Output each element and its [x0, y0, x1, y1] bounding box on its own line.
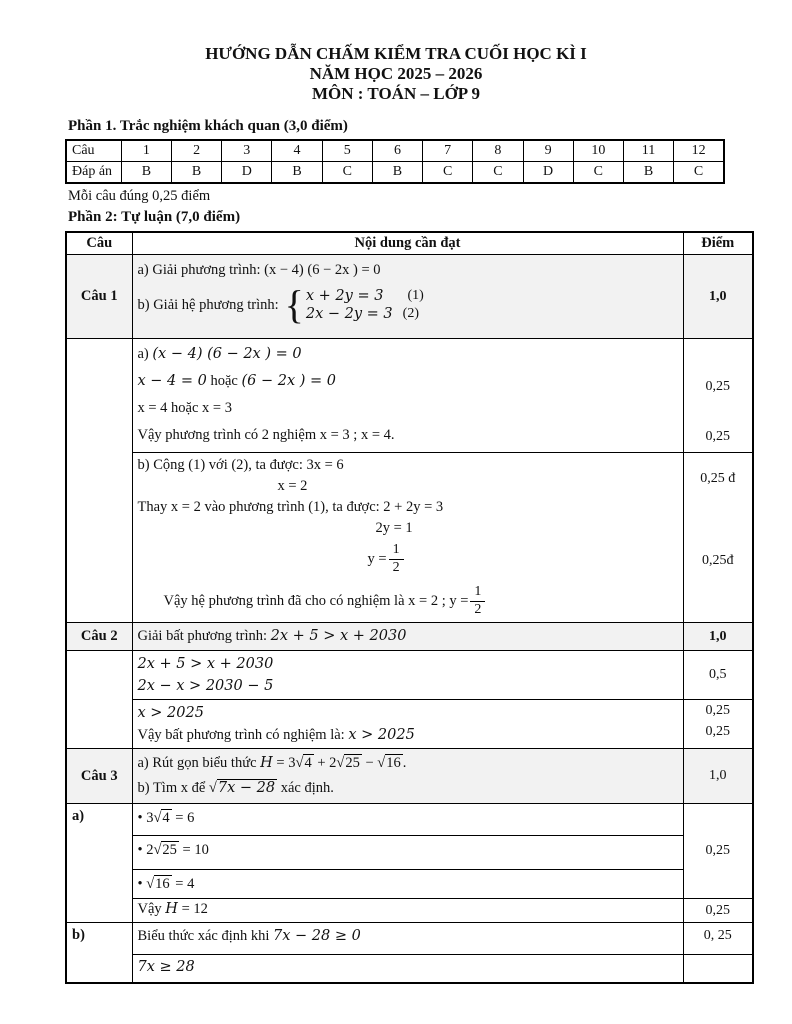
cau2-solution2: x > 2025 Vậy bất phương trình có nghiệm là: x > 2025 — [132, 700, 683, 749]
question-cell: 10 — [573, 140, 623, 162]
cau3a-bullet2: • 2√25 = 10 — [132, 836, 683, 870]
sqrt-7x-28: √7x − 28 — [208, 780, 276, 796]
part2-heading: Phần 2: Tự luận (7,0 điểm) — [68, 209, 241, 225]
question-cell: 11 — [623, 140, 673, 162]
col-header-cau: Câu — [66, 232, 132, 255]
sqrt-25: √25 — [153, 842, 177, 858]
cau1-stmt-a: a) Giải phương trình: (x − 4) (6 − 2x ) = 0 — [137, 262, 381, 278]
answer-cell: C — [573, 162, 623, 184]
cau1-stmt-b: b) Giải hệ phương trình: { x + 2y = 3 (1) 2x − 2y = 3 (2) — [137, 282, 424, 327]
cau2-solution1-row — [66, 651, 753, 700]
cau3b-line2-row — [66, 955, 753, 983]
title-line-2: NĂM HỌC 2025 – 2026 — [309, 64, 483, 83]
answer-cell: C — [674, 162, 724, 184]
question-cell: 7 — [423, 140, 473, 162]
cau3b-label: b) — [66, 923, 132, 983]
sqrt-4: √4 — [153, 810, 170, 826]
part1-heading: Phần 1. Trắc nghiệm khách quan (3,0 điểm) — [68, 118, 348, 134]
essay-rubric-table — [65, 231, 754, 984]
cau2-statement: Giải bất phương trình: 2x + 5 > x + 2030 — [132, 623, 683, 651]
cau3a-bullet2-row — [66, 836, 753, 870]
answer-cell: C — [473, 162, 523, 184]
question-cell: 6 — [372, 140, 422, 162]
fraction-one-half: $\frac{1}{2}$ — [470, 585, 485, 617]
answer-cell: B — [272, 162, 322, 184]
system-brace: { — [284, 282, 304, 327]
cau2-solution1: 2x + 5 > x + 2030 2x − x > 2030 − 5 — [132, 651, 683, 700]
question-cell: 9 — [523, 140, 573, 162]
cau3a-bullet3-row — [66, 870, 753, 899]
title-line-1: HƯỚNG DẪN CHẤM KIỂM TRA CUỐI HỌC KÌ I — [205, 44, 587, 63]
title-line-3: MÔN : TOÁN – LỚP 9 — [312, 84, 480, 103]
question-cell: 8 — [473, 140, 523, 162]
answer-row — [66, 162, 724, 184]
cau1-solution-b-scores: 0,25 đ 0,25đ — [683, 453, 753, 623]
cau3a-conclusion-row — [66, 899, 753, 923]
cau2-statement-row — [66, 623, 753, 651]
cau2-solution1-score: 0,5 — [683, 651, 753, 700]
cau3-statement-row — [66, 749, 753, 804]
cau2-score: 1,0 — [683, 623, 753, 651]
cau3-label: Câu 3 — [66, 749, 132, 804]
cau3a-conclusion-score: 0,25 — [683, 899, 753, 923]
cau3a-label: a) — [66, 804, 132, 923]
sqrt-4: √4 — [295, 755, 312, 771]
document-title-block — [0, 0, 792, 104]
cau1-label: Câu 1 — [66, 255, 132, 339]
cau2-solution2-row — [66, 700, 753, 749]
answer-cell: B — [171, 162, 221, 184]
cau3-statement: a) Rút gọn biểu thức H = 3√4 + 2√25 − √16 . b) Tìm x để √7x − 28 xác định. — [132, 749, 683, 804]
answer-cell: D — [222, 162, 272, 184]
question-number-row — [66, 140, 724, 162]
y-equals-fraction: y = $\frac{1}{2}$ — [368, 543, 678, 575]
question-cell: 1 — [121, 140, 171, 162]
sqrt-25: √25 — [336, 755, 360, 771]
question-cell: 5 — [322, 140, 372, 162]
question-cell: 3 — [222, 140, 272, 162]
cau1-conclusion: Vậy hệ phương trình đã cho có nghiệm là x = 2 ; y = $\frac{1}{2}$ — [164, 585, 678, 617]
sqrt-16: √16 — [146, 876, 170, 892]
answer-cell: C — [322, 162, 372, 184]
question-cell: 12 — [674, 140, 724, 162]
cau1-score: 1,0 — [683, 255, 753, 339]
question-cell: 4 — [272, 140, 322, 162]
cau3a-bullets-score: 0,25 — [683, 804, 753, 899]
empty-score-cell — [683, 955, 753, 983]
cau2-label: Câu 2 — [66, 623, 132, 651]
col-header-content: Nội dung cần đạt — [132, 232, 683, 255]
cau1-solution-a: a) (x − 4) (6 − 2x ) = 0 x − 4 = 0 hoặc (6 − 2x ) = 0 x = 4 hoặc x = 3 Vậy phương trình có 2 nghiệm x = 3 ; x = 4. — [132, 339, 683, 453]
cau1-solution-b: b) Cộng (1) với (2), ta được: 3x = 6 x = 2 Thay x = 2 vào phương trình (1), ta được: 2 + 2y = 3 2y = 1 y = $\frac{1}{2}$ Vậy hệ phương trình đã cho có nghiệm là x = 2 ; y = $\frac{1}{2}$ — [132, 453, 683, 623]
cau1-solution-a-scores: 0,25 0,25 — [683, 339, 753, 453]
cau1-statement-row — [66, 255, 753, 339]
cau3b-line1-row — [66, 923, 753, 955]
cau2-solution2-scores: 0,25 0,25 — [683, 700, 753, 749]
cau1-solution-b-row — [66, 453, 753, 623]
cau3a-conclusion: Vậy H = 12 — [132, 899, 683, 923]
cau3a-bullet3: • √16 = 4 — [132, 870, 683, 899]
answer-cell: D — [523, 162, 573, 184]
equation-system: { x + 2y = 3 (1) 2x − 2y = 3 (2) — [284, 282, 424, 327]
question-cell: 2 — [171, 140, 221, 162]
answer-cell: C — [423, 162, 473, 184]
cau1-statement — [132, 255, 683, 339]
row-label-cau: Câu — [66, 140, 121, 162]
row-label-dapan: Đáp án — [66, 162, 121, 184]
cau3a-bullet1: • 3√4 = 6 — [132, 804, 683, 836]
answer-cell: B — [372, 162, 422, 184]
cau3-score: 1,0 — [683, 749, 753, 804]
rubric-header-row — [66, 232, 753, 255]
answer-cell: B — [623, 162, 673, 184]
empty-cau-cell — [66, 651, 132, 749]
cau3b-line1: Biểu thức xác định khi 7x − 28 ≥ 0 — [132, 923, 683, 955]
cau1-solution-a-row — [66, 339, 753, 453]
answer-key-table — [65, 139, 725, 184]
cau3b-line1-score: 0, 25 — [683, 923, 753, 955]
fraction-one-half: $\frac{1}{2}$ — [389, 543, 404, 575]
cau3a-bullet1-row — [66, 804, 753, 836]
sqrt-16: √16 — [377, 755, 401, 771]
answer-cell: B — [121, 162, 171, 184]
cau3b-line2: 7x ≥ 28 — [132, 955, 683, 983]
col-header-diem: Điểm — [683, 232, 753, 255]
scoring-note: Mỗi câu đúng 0,25 điểm — [68, 188, 211, 204]
empty-cau-cell — [66, 339, 132, 623]
